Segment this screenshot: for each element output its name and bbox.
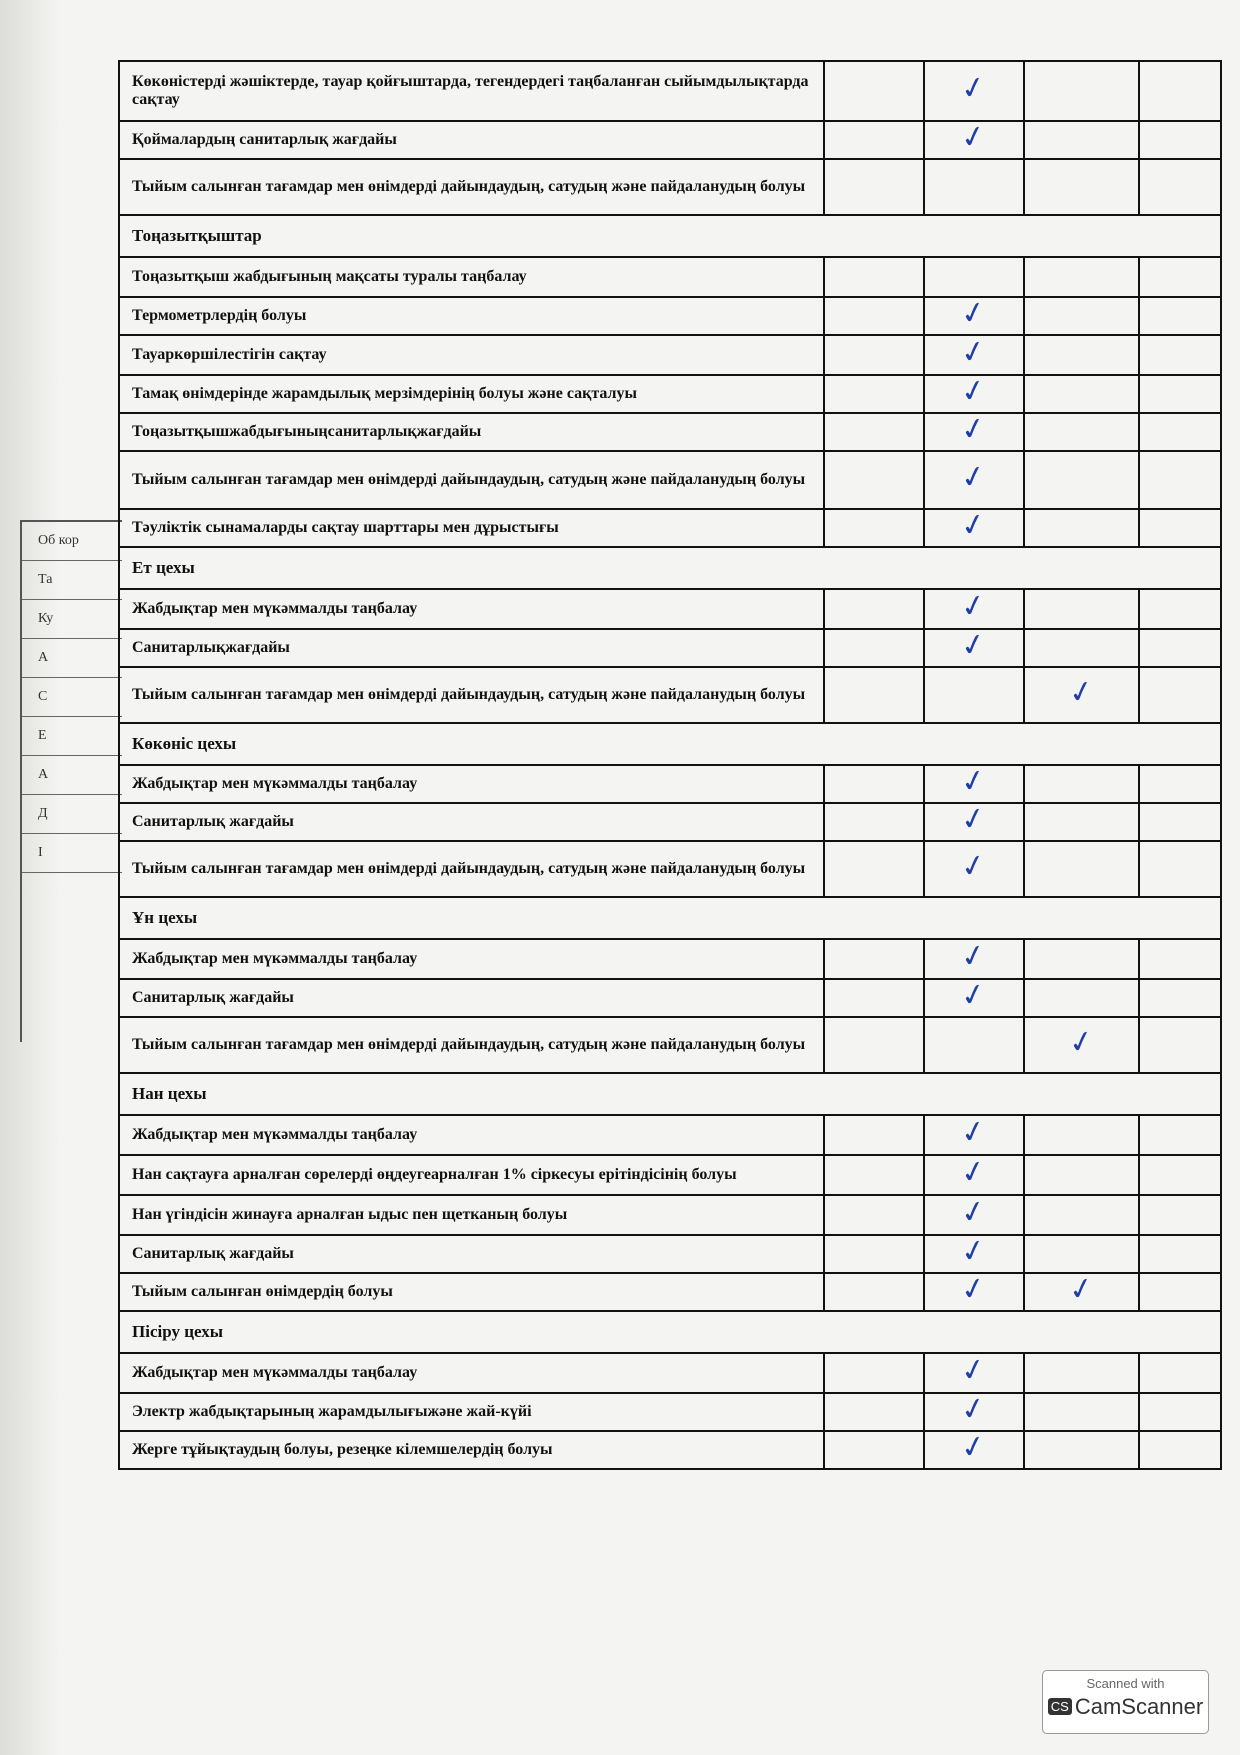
checklist-item-text: Қоймалардың санитарлық жағдайы xyxy=(119,121,824,159)
checklist-item-text: Көкөністерді жәшіктерде, тауар қойғыштарда, тегендердегі таңбаланған сыйымдылықтарда сақтау xyxy=(119,61,824,121)
check-cell-col-1 xyxy=(824,1353,924,1393)
check-cell-col-3 xyxy=(1024,509,1139,547)
watermark-line2: CamScanner xyxy=(1074,1694,1204,1719)
check-cell-col-2 xyxy=(924,761,1024,803)
checklist-item-text: Тоңазытқыш жабдығының мақсаты туралы таңбалау xyxy=(119,257,824,297)
check-cell-col-1 xyxy=(824,1431,924,1469)
checklist-item-text: Тауаркөршілестігін сақтау xyxy=(119,335,824,375)
check-cell-col-2 xyxy=(924,841,1024,897)
checklist-item-text: Жабдықтар мен мүкәммалды таңбалау xyxy=(119,939,824,979)
underlying-page-stub: Е xyxy=(22,717,122,756)
checkmark-icon: ✓ xyxy=(1065,672,1098,712)
check-cell-col-2 xyxy=(924,409,1024,451)
check-cell-col-3 xyxy=(1024,979,1139,1017)
check-cell-col-2 xyxy=(924,1112,1024,1155)
checklist-item-text: Санитарлықжағдайы xyxy=(119,629,824,667)
watermark-brand xyxy=(1043,1694,1208,1720)
checkmark-icon: ✓ xyxy=(1065,1022,1098,1062)
check-cell-col-4 xyxy=(1139,1393,1221,1431)
checklist-item-text: Тамақ өнімдерінде жарамдылық мерзімдерінің болуы және сақталуы xyxy=(119,375,824,413)
checkmark-icon: ✓ xyxy=(957,68,990,108)
check-cell-col-1 xyxy=(824,61,924,121)
checkmark-icon: ✓ xyxy=(957,1269,990,1309)
check-cell-col-4 xyxy=(1139,451,1221,509)
check-cell-col-2 xyxy=(924,1152,1024,1195)
checklist-row xyxy=(119,375,1221,413)
checklist-item-text: Тыйым салынған тағамдар мен өнімдерді дайындаудың, сатудың және пайдаланудың болуы xyxy=(119,667,824,723)
check-cell-col-4 xyxy=(1139,765,1221,803)
checklist-row xyxy=(119,257,1221,297)
checkmark-icon: ✓ xyxy=(1065,1269,1098,1309)
check-cell-col-4 xyxy=(1139,629,1221,667)
camscanner-watermark xyxy=(1042,1670,1209,1734)
check-cell-col-3 xyxy=(1024,1195,1139,1235)
check-cell-col-1 xyxy=(824,1235,924,1273)
section-header-row xyxy=(119,1311,1221,1353)
underlying-page-stub: А xyxy=(22,639,122,678)
check-cell-col-3 xyxy=(1024,159,1139,215)
check-cell-col-3 xyxy=(1024,589,1139,629)
checklist-item-text: Тыйым салынған тағамдар мен өнімдерді дайындаудың, сатудың және пайдаланудың болуы xyxy=(119,159,824,215)
check-cell-col-3 xyxy=(1024,803,1139,841)
check-cell-col-2 xyxy=(924,1017,1024,1073)
check-cell-col-1 xyxy=(824,335,924,375)
checklist-item-text: Жабдықтар мен мүкәммалды таңбалау xyxy=(119,765,824,803)
check-cell-col-4 xyxy=(1139,121,1221,159)
section-title: Көкөніс цехы xyxy=(119,723,824,765)
checklist-item-text: Тыйым салынған тағамдар мен өнімдерді дайындаудың, сатудың және пайдаланудың болуы xyxy=(119,451,824,509)
checklist-row xyxy=(119,335,1221,375)
checklist-row xyxy=(119,1195,1221,1235)
check-cell-col-4 xyxy=(1139,413,1221,451)
check-cell-col-3 xyxy=(1024,375,1139,413)
checklist-row xyxy=(119,629,1221,667)
check-cell-col-2 xyxy=(924,1231,1024,1273)
check-cell-col-1 xyxy=(824,257,924,297)
check-cell-col-3 xyxy=(1024,667,1139,723)
check-cell-col-2 xyxy=(924,1269,1024,1311)
checkmark-icon: ✓ xyxy=(957,332,990,372)
check-cell-col-4 xyxy=(1139,589,1221,629)
checklist-row xyxy=(119,1273,1221,1311)
section-header-row xyxy=(119,897,1221,939)
check-cell-col-1 xyxy=(824,451,924,509)
check-cell-col-3 xyxy=(1024,121,1139,159)
checklist-row xyxy=(119,121,1221,159)
check-cell-col-4 xyxy=(1139,297,1221,335)
check-cell-col-3 xyxy=(1024,413,1139,451)
checklist-item-text: Тәуліктік сынамаларды сақтау шарттары мен дұрыстығы xyxy=(119,509,824,547)
checkmark-icon: ✓ xyxy=(957,409,990,449)
check-cell-col-2 xyxy=(924,1389,1024,1431)
checklist-row xyxy=(119,509,1221,547)
check-cell-col-3 xyxy=(1024,1235,1139,1273)
check-cell-col-4 xyxy=(1139,979,1221,1017)
checkmark-icon: ✓ xyxy=(957,293,990,333)
check-cell-col-1 xyxy=(824,841,924,897)
section-header-fill xyxy=(824,1311,1221,1353)
section-title: Ұн цехы xyxy=(119,897,824,939)
checklist-item-text: Жабдықтар мен мүкәммалды таңбалау xyxy=(119,1353,824,1393)
checklist-row xyxy=(119,979,1221,1017)
checkmark-icon: ✓ xyxy=(957,1350,990,1390)
check-cell-col-2 xyxy=(924,332,1024,375)
check-cell-col-4 xyxy=(1139,159,1221,215)
checklist-row xyxy=(119,765,1221,803)
checklist-row xyxy=(119,1017,1221,1073)
section-header-row xyxy=(119,1073,1221,1115)
checkmark-icon: ✓ xyxy=(957,1231,990,1271)
check-cell-col-2 xyxy=(924,371,1024,413)
checkmark-icon: ✓ xyxy=(957,586,990,626)
check-cell-col-3 xyxy=(1024,61,1139,121)
check-cell-col-4 xyxy=(1139,1115,1221,1155)
checklist-item-text: Тоңазытқышжабдығыныңсанитарлықжағдайы xyxy=(119,413,824,451)
checklist-row xyxy=(119,297,1221,335)
check-cell-col-2 xyxy=(924,293,1024,335)
check-cell-col-4 xyxy=(1139,1235,1221,1273)
checklist-item-text: Нан үгіндісін жинауға арналған ыдыс пен щетканың болуы xyxy=(119,1195,824,1235)
checklist-row xyxy=(119,589,1221,629)
underlying-page-stub: Та xyxy=(22,561,122,600)
checklist-item-text: Санитарлық жағдайы xyxy=(119,979,824,1017)
check-cell-col-4 xyxy=(1139,1431,1221,1469)
check-cell-col-2 xyxy=(924,159,1024,215)
checkmark-icon: ✓ xyxy=(957,117,990,157)
underlying-page-stub: С xyxy=(22,678,122,717)
section-header-fill xyxy=(824,1073,1221,1115)
check-cell-col-2 xyxy=(924,975,1024,1017)
checklist-row xyxy=(119,803,1221,841)
section-header-fill xyxy=(824,723,1221,765)
checklist-item-text: Нан сақтауға арналған сөрелерді өңдеугеарналған 1% сіркесуы ерітіндісінің болуы xyxy=(119,1155,824,1195)
check-cell-col-3 xyxy=(1024,451,1139,509)
checkmark-icon: ✓ xyxy=(957,799,990,839)
checklist-row xyxy=(119,1353,1221,1393)
camscanner-logo-icon: CS xyxy=(1048,1698,1072,1715)
check-cell-col-4 xyxy=(1139,1353,1221,1393)
checkmark-icon: ✓ xyxy=(957,371,990,411)
checkmark-icon: ✓ xyxy=(957,936,990,976)
check-cell-col-2 xyxy=(924,936,1024,979)
check-cell-col-1 xyxy=(824,589,924,629)
checklist-item-text: Санитарлық жағдайы xyxy=(119,803,824,841)
section-title: Тоңазытқыштар xyxy=(119,215,824,257)
check-cell-col-4 xyxy=(1139,257,1221,297)
check-cell-col-4 xyxy=(1139,509,1221,547)
section-header-row xyxy=(119,215,1221,257)
underlying-page-stub: Об кор xyxy=(22,522,122,561)
underlying-page-stub: Ку xyxy=(22,600,122,639)
checklist-row xyxy=(119,939,1221,979)
check-cell-col-4 xyxy=(1139,335,1221,375)
check-cell-col-2 xyxy=(924,1192,1024,1235)
section-title: Нан цехы xyxy=(119,1073,824,1115)
checklist-item-text: Тыйым салынған тағамдар мен өнімдерді дайындаудың, сатудың және пайдаланудың болуы xyxy=(119,841,824,897)
check-cell-col-1 xyxy=(824,413,924,451)
checkmark-icon: ✓ xyxy=(957,761,990,801)
check-cell-col-3 xyxy=(1024,765,1139,803)
check-cell-col-4 xyxy=(1139,1273,1221,1311)
check-cell-col-1 xyxy=(824,1273,924,1311)
section-title: Пісіру цехы xyxy=(119,1311,824,1353)
check-cell-col-2 xyxy=(924,451,1024,509)
check-cell-col-1 xyxy=(824,667,924,723)
check-cell-col-4 xyxy=(1139,939,1221,979)
checklist-row xyxy=(119,451,1221,509)
check-cell-col-4 xyxy=(1139,841,1221,897)
check-cell-col-1 xyxy=(824,629,924,667)
check-cell-col-1 xyxy=(824,803,924,841)
checklist-row xyxy=(119,841,1221,897)
check-cell-col-3 xyxy=(1024,1431,1139,1469)
section-header-fill xyxy=(824,547,1221,589)
check-cell-col-1 xyxy=(824,1155,924,1195)
check-cell-col-3 xyxy=(1024,297,1139,335)
check-cell-col-3 xyxy=(1024,841,1139,897)
check-cell-col-2 xyxy=(924,799,1024,841)
check-cell-col-1 xyxy=(824,765,924,803)
check-cell-col-1 xyxy=(824,375,924,413)
checkmark-icon: ✓ xyxy=(957,457,990,497)
check-cell-col-3 xyxy=(1024,1115,1139,1155)
checklist-row xyxy=(119,1235,1221,1273)
check-cell-col-2 xyxy=(924,1427,1024,1469)
check-cell-col-2 xyxy=(924,1350,1024,1393)
check-cell-col-4 xyxy=(1139,1195,1221,1235)
checklist-row xyxy=(119,1115,1221,1155)
check-cell-col-3 xyxy=(1024,1269,1139,1311)
check-cell-col-1 xyxy=(824,1393,924,1431)
checklist-item-text: Термометрлердің болуы xyxy=(119,297,824,335)
checklist-row xyxy=(119,667,1221,723)
checkmark-icon: ✓ xyxy=(957,1192,990,1232)
checklist-item-text: Тыйым салынған өнімдердің болуы xyxy=(119,1273,824,1311)
checklist-item-text: Тыйым салынған тағамдар мен өнімдерді дайындаудың, сатудың және пайдаланудың болуы xyxy=(119,1017,824,1073)
section-header-row xyxy=(119,723,1221,765)
checklist-row xyxy=(119,413,1221,451)
checkmark-icon: ✓ xyxy=(957,1152,990,1192)
checklist-item-text: Электр жабдықтарының жарамдылығыжәне жай-күйі xyxy=(119,1393,824,1431)
checklist-row xyxy=(119,1431,1221,1469)
check-cell-col-4 xyxy=(1139,803,1221,841)
check-cell-col-3 xyxy=(1024,1393,1139,1431)
underlying-page-stub: Д xyxy=(22,795,122,834)
checklist-row xyxy=(119,1155,1221,1195)
checkmark-icon: ✓ xyxy=(957,975,990,1015)
checklist-row xyxy=(119,1393,1221,1431)
check-cell-col-2 xyxy=(924,117,1024,159)
check-cell-col-2 xyxy=(924,505,1024,547)
checkmark-icon: ✓ xyxy=(957,1112,990,1152)
check-cell-col-3 xyxy=(1024,1353,1139,1393)
checklist-row xyxy=(119,159,1221,215)
inspection-checklist-table xyxy=(118,60,1222,1470)
check-cell-col-1 xyxy=(824,1195,924,1235)
checklist-item-text: Жерге тұйықтаудың болуы, резеңке кілемшелердің болуы xyxy=(119,1431,824,1469)
check-cell-col-4 xyxy=(1139,1017,1221,1073)
check-cell-col-3 xyxy=(1024,1017,1139,1073)
check-cell-col-4 xyxy=(1139,375,1221,413)
check-cell-col-4 xyxy=(1139,61,1221,121)
checkmark-icon: ✓ xyxy=(957,505,990,545)
section-header-fill xyxy=(824,215,1221,257)
checklist-row xyxy=(119,61,1221,121)
check-cell-col-3 xyxy=(1024,335,1139,375)
check-cell-col-1 xyxy=(824,297,924,335)
check-cell-col-1 xyxy=(824,1017,924,1073)
check-cell-col-4 xyxy=(1139,1155,1221,1195)
check-cell-col-1 xyxy=(824,979,924,1017)
checkmark-icon: ✓ xyxy=(957,1389,990,1429)
check-cell-col-2 xyxy=(924,257,1024,297)
check-cell-col-3 xyxy=(1024,257,1139,297)
checklist-item-text: Жабдықтар мен мүкәммалды таңбалау xyxy=(119,589,824,629)
check-cell-col-1 xyxy=(824,939,924,979)
checkmark-icon: ✓ xyxy=(957,846,990,886)
check-cell-col-1 xyxy=(824,1115,924,1155)
checklist-item-text: Жабдықтар мен мүкәммалды таңбалау xyxy=(119,1115,824,1155)
watermark-line1: Scanned with xyxy=(1086,1676,1165,1691)
check-cell-col-2 xyxy=(924,625,1024,667)
section-header-row xyxy=(119,547,1221,589)
section-title: Ет цехы xyxy=(119,547,824,589)
check-cell-col-1 xyxy=(824,159,924,215)
check-cell-col-2 xyxy=(924,61,1024,121)
underlying-page-stub: І xyxy=(22,834,122,873)
checklist-item-text: Санитарлық жағдайы xyxy=(119,1235,824,1273)
check-cell-col-2 xyxy=(924,667,1024,723)
check-cell-col-3 xyxy=(1024,629,1139,667)
check-cell-col-3 xyxy=(1024,939,1139,979)
check-cell-col-4 xyxy=(1139,667,1221,723)
checkmark-icon: ✓ xyxy=(957,625,990,665)
underlying-page-stub: А xyxy=(22,756,122,795)
check-cell-col-2 xyxy=(924,586,1024,629)
section-header-fill xyxy=(824,897,1221,939)
checkmark-icon: ✓ xyxy=(957,1427,990,1467)
underlying-page-fragment xyxy=(20,520,122,1042)
check-cell-col-3 xyxy=(1024,1155,1139,1195)
check-cell-col-1 xyxy=(824,121,924,159)
check-cell-col-1 xyxy=(824,509,924,547)
